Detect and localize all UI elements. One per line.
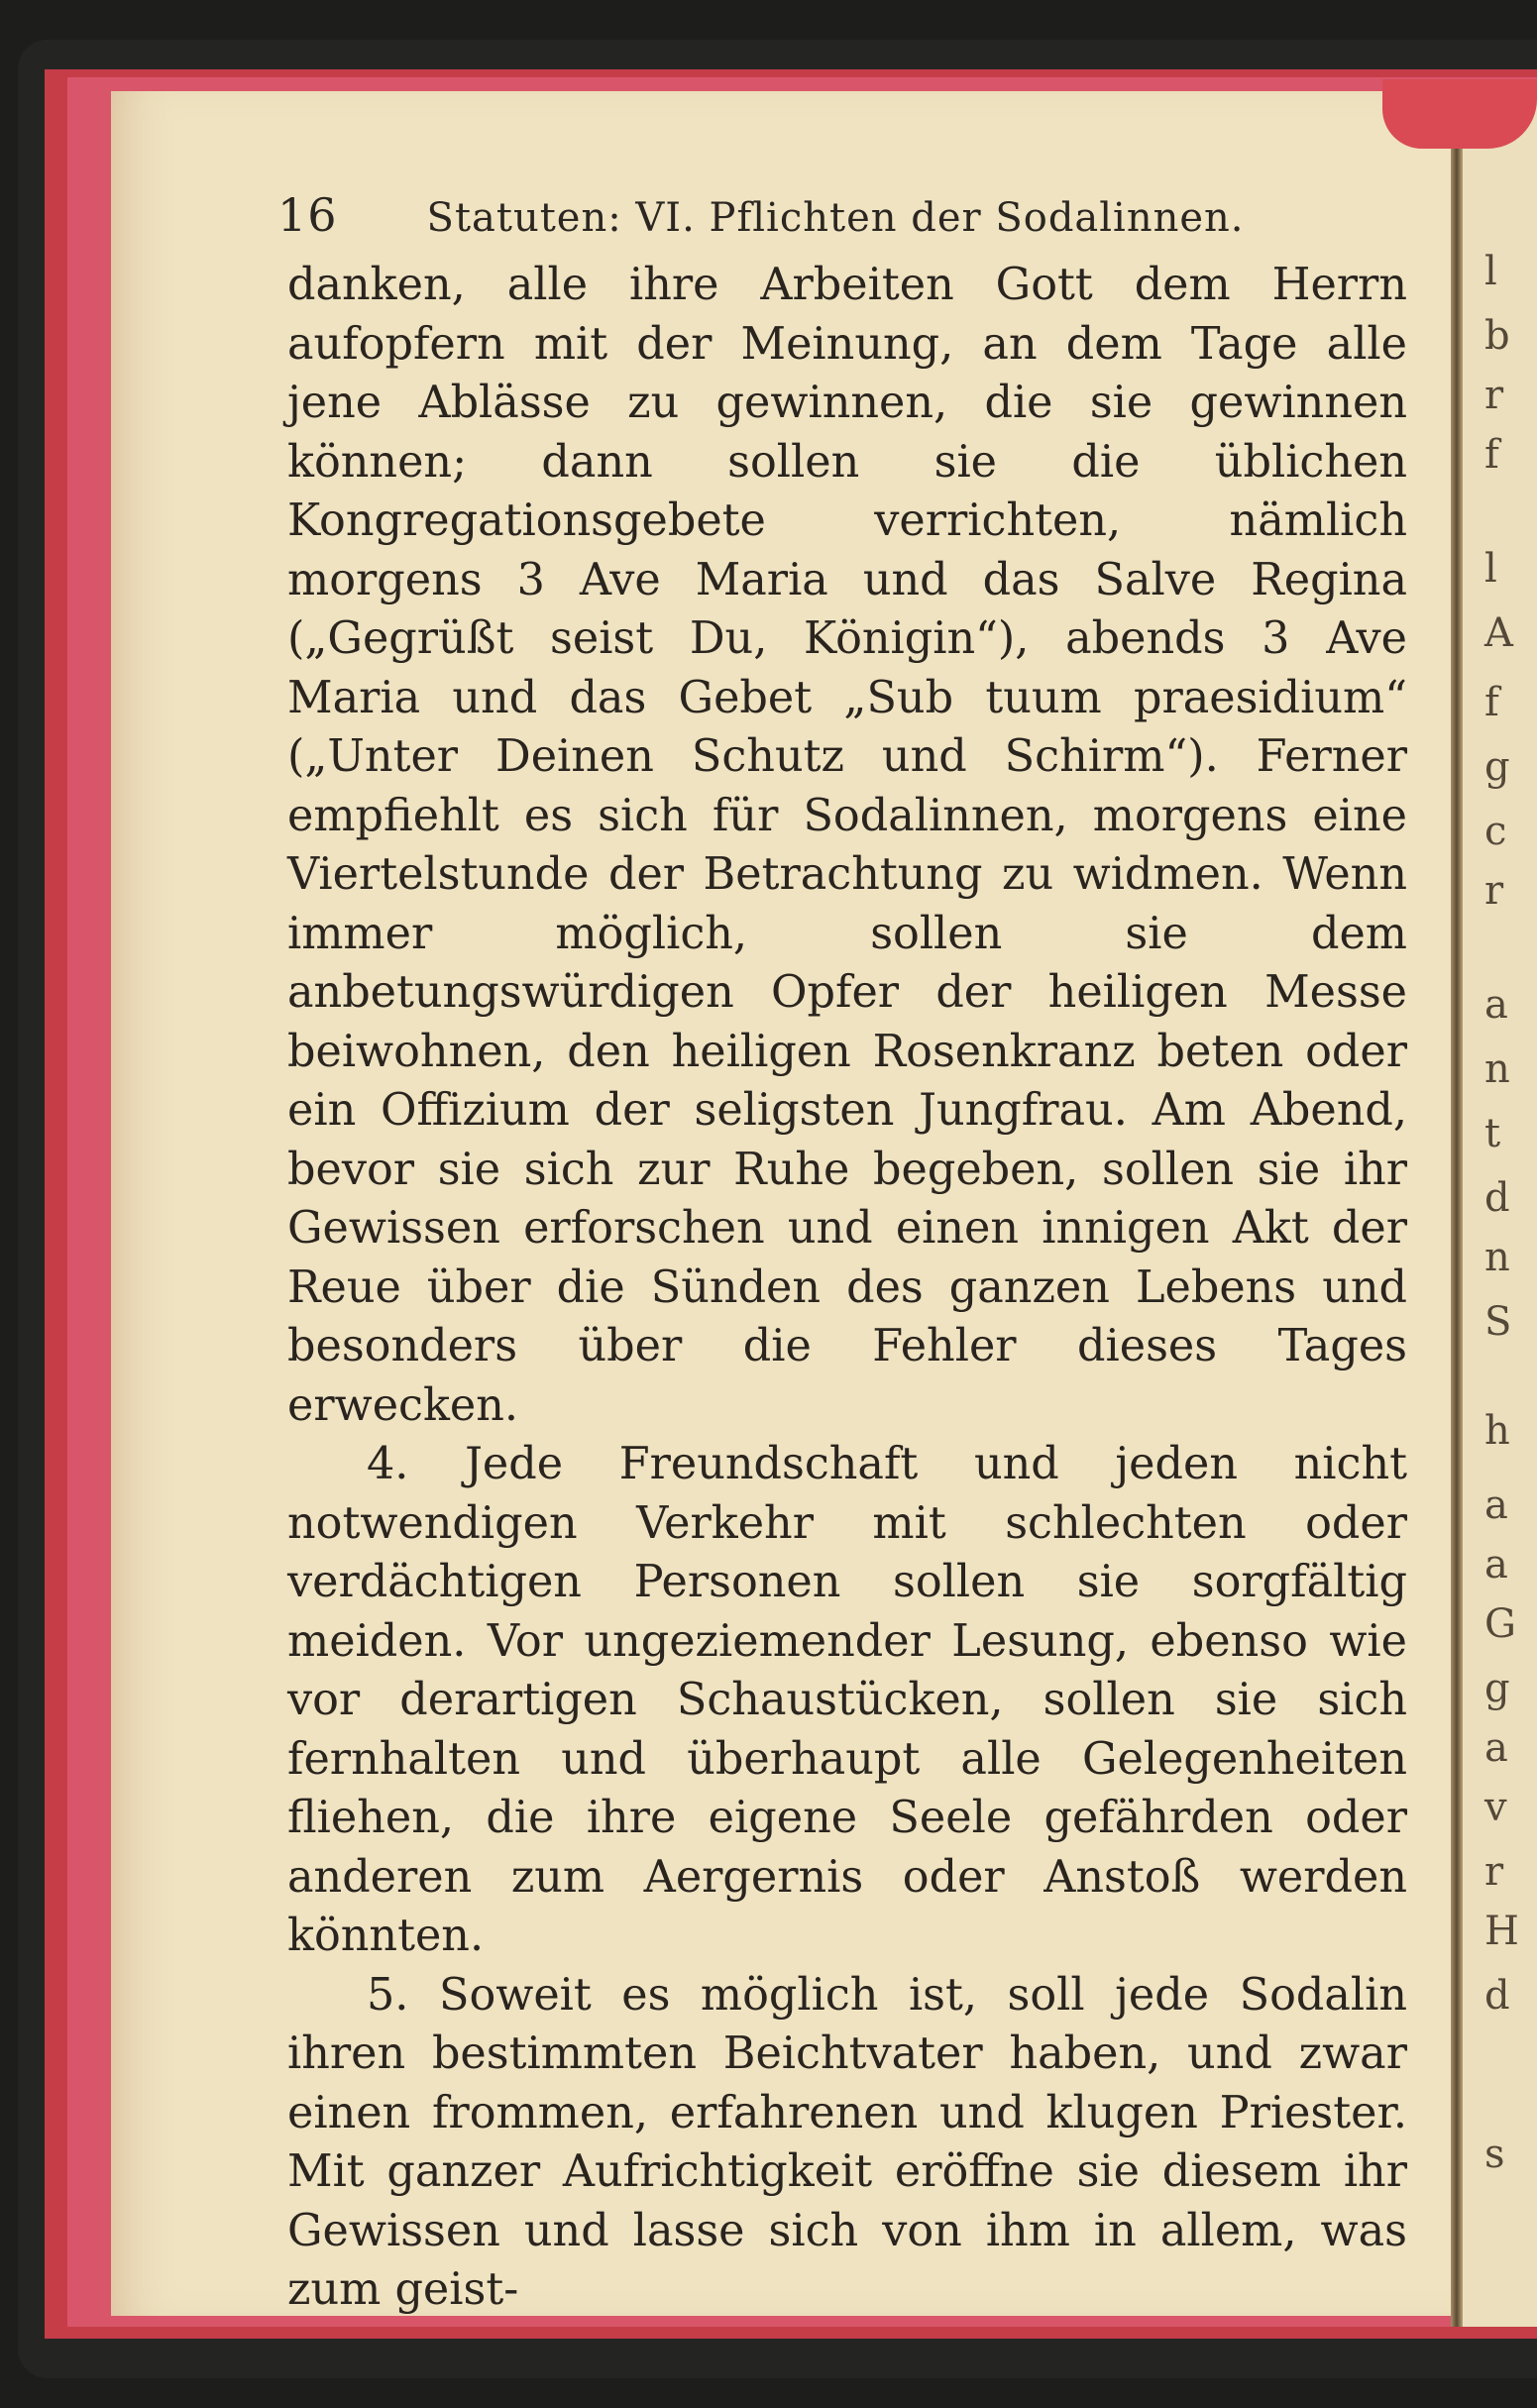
facing-page-letter: a bbox=[1484, 1725, 1508, 1771]
facing-page-letter: a bbox=[1484, 982, 1508, 1028]
facing-page-letter: S bbox=[1484, 1299, 1512, 1345]
facing-page-letter: l bbox=[1484, 249, 1497, 294]
facing-page-letter: c bbox=[1484, 809, 1507, 854]
facing-page-letter: A bbox=[1484, 610, 1513, 656]
facing-page-edge bbox=[1463, 79, 1537, 2327]
facing-page-letter: h bbox=[1484, 1408, 1510, 1454]
facing-page-letter: a bbox=[1484, 1542, 1508, 1587]
facing-page-letter: H bbox=[1484, 1909, 1519, 1954]
book-gutter bbox=[1451, 79, 1463, 2327]
facing-page-letter: g bbox=[1484, 744, 1510, 790]
facing-page-letter: r bbox=[1484, 373, 1504, 418]
running-head: Statuten: VI. Pflichten der Sodalinnen. bbox=[426, 195, 1245, 241]
facing-page-letter: f bbox=[1484, 680, 1499, 725]
facing-page-letter: a bbox=[1484, 1482, 1508, 1528]
facing-page-letter: G bbox=[1484, 1601, 1516, 1647]
facing-page-letter: n bbox=[1484, 1235, 1510, 1280]
page-body bbox=[287, 256, 1407, 2320]
facing-page-letter: d bbox=[1484, 1175, 1510, 1221]
red-stain bbox=[1382, 79, 1537, 149]
paragraph-4: 4. Jede Freundschaft und jeden nicht notwendigen Verkehr mit schlechten oder verdächtigen Personen sollen sie sorgfältig meiden. Vor ungeziemender Lesung, ebenso wie vor derartigen Schaustücken, sollen sie sich fernhalten und überhaupt alle Gelegenheiten fliehen, die ihre eigene Seele gefährden oder anderen zum Aergernis oder Anstoß werden könnten. bbox=[287, 1439, 1407, 1961]
facing-page-letter: f bbox=[1484, 432, 1499, 478]
facing-page-letter: t bbox=[1484, 1111, 1501, 1156]
paragraph-continued: danken, alle ihre Arbeiten Gott dem Herrn aufopfern mit der Meinung, an dem Tage alle jene Ablässe zu gewinnen, die sie gewinnen können; dann sollen sie die üblichen Kongregationsgebete verrichten, nämlich morgens 3 Ave Maria und das Salve Regina („Gegrüßt seist Du, Königin“), abends 3 Ave Maria und das Gebet „Sub tuum praesidium“ („Unter Deinen Schutz und Schirm“). Ferner empfiehlt es sich für Sodalinnen, morgens eine Viertelstunde der Betrachtung zu widmen. Wenn immer möglich, sollen sie dem anbetungswürdigen Opfer der heiligen Messe beiwohnen, den heiligen Rosenkranz beten oder ein Offizium der seligsten Jungfrau. Am Abend, bevor sie sich zur Ruhe begeben, sollen sie ihr Gewissen erforschen und einen innigen Akt der Reue über die Sünden des ganzen Lebens und besonders über die Fehler dieses Tages erwecken. bbox=[287, 260, 1407, 1431]
facing-page-letter: s bbox=[1484, 2132, 1505, 2177]
facing-page-letter: l bbox=[1484, 546, 1497, 592]
page-header bbox=[277, 188, 1268, 248]
facing-page-letter: b bbox=[1484, 313, 1510, 359]
paragraph-5: 5. Soweit es möglich ist, soll jede Sodalin ihren bestimmten Beichtvater haben, und zwar einen frommen, erfahrenen und klugen Priester. Mit ganzer Aufrichtigkeit eröffne sie diesem ihr Gewissen und lasse sich von ihm in allem, was zum geist- bbox=[287, 1969, 1407, 2315]
facing-page-letter: r bbox=[1484, 868, 1504, 914]
facing-page-letter: n bbox=[1484, 1046, 1510, 1092]
facing-page-letter: g bbox=[1484, 1666, 1510, 1711]
page-number: 16 bbox=[277, 188, 338, 242]
facing-page-letter: r bbox=[1484, 1849, 1504, 1895]
facing-page-letter: v bbox=[1484, 1785, 1507, 1830]
facing-page-letter: d bbox=[1484, 1973, 1510, 2019]
